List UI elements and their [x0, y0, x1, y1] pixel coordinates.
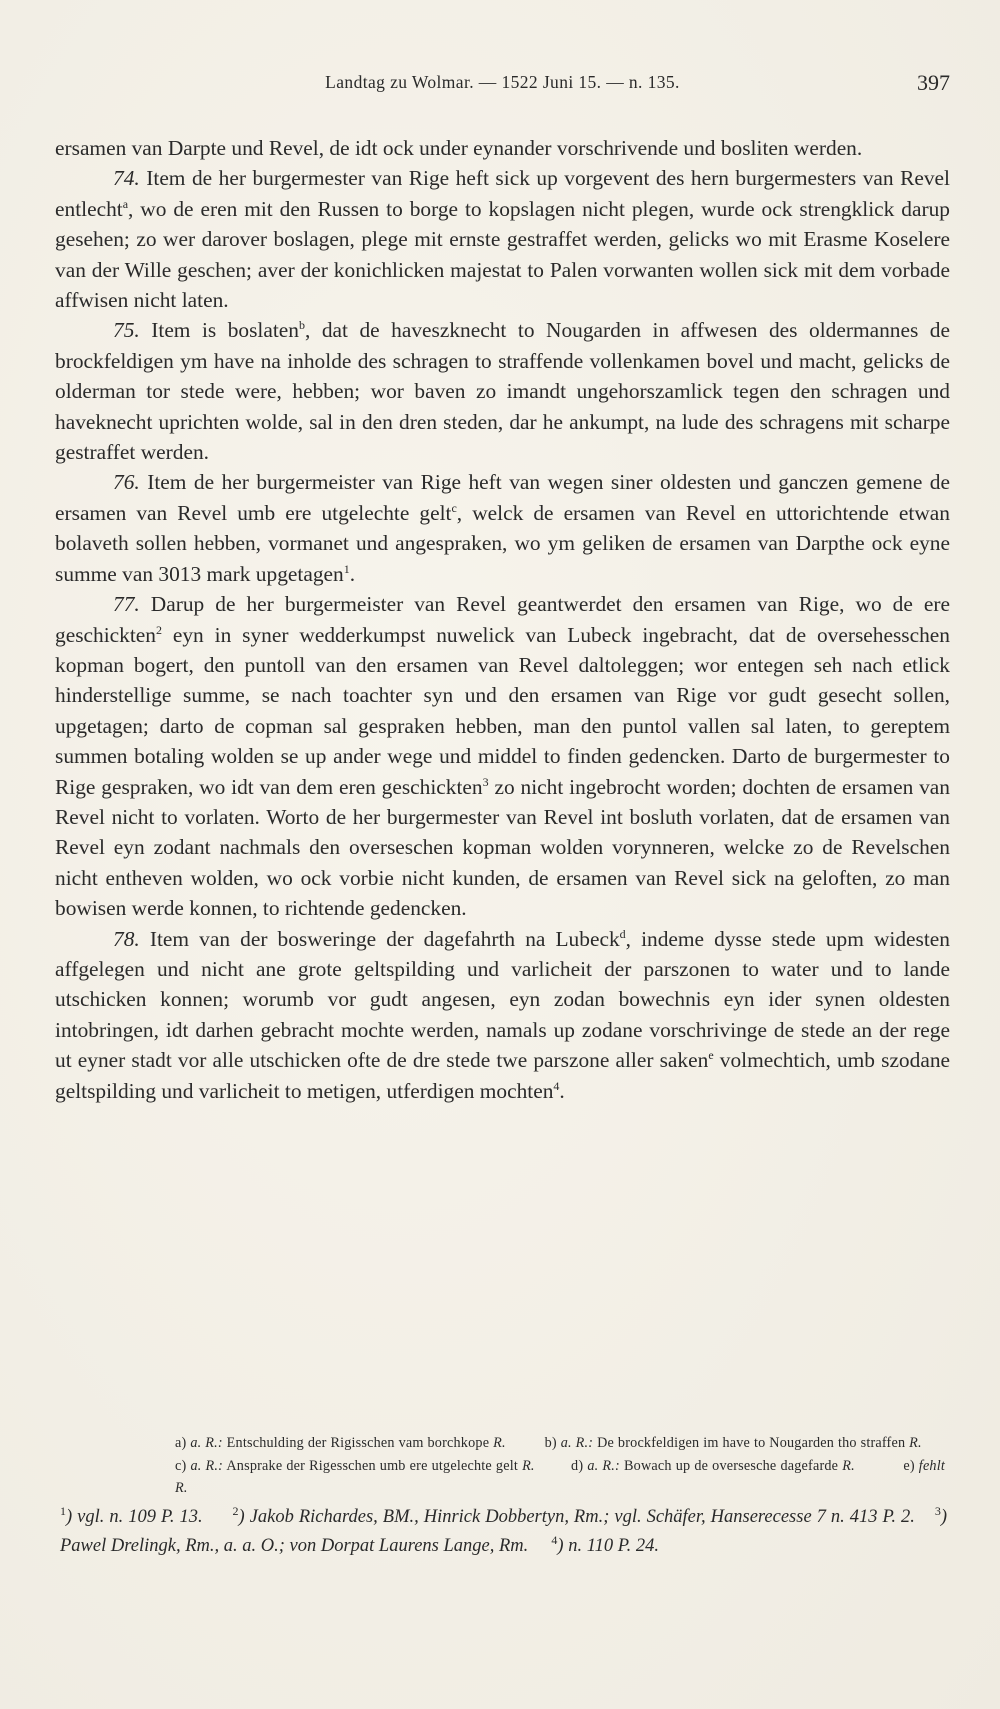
footnote-marker: a — [122, 196, 129, 211]
paragraph-74: 74. Item de her burgermester van Rige heft sick up vorgevent des hern burgermesters van Revel entlecht$^a$, wo de eren mit den Russen to borge to kopslagen nicht plegen, wurde ock strengklick darup gesehen; zo wer darover boslagen, plege mit ernste gestraffet werden, gelicks wo mit Erasme Koselere van der Wille geschen; aver der konichlicken majestat to Palen vorwanten wollen sick mit dem vorbade affwisen nicht laten. — [55, 166, 950, 313]
item-number: 74. — [113, 166, 140, 191]
note-1: $^1$) vgl. n. 109 P. 13. — [60, 1503, 203, 1527]
footnote-marker: b — [299, 318, 305, 333]
note-2: $^2$) Jakob Richardes, BM., Hinrick Dobbertyn, Rm.; vgl. Schäfer, Hanserecesse 7 n. 413 P. 2. — [232, 1503, 915, 1527]
paragraph-continuation: ersamen van Darpte und Revel, de idt ock under eynander vorschrivende und bosliten werden. — [55, 136, 863, 160]
item-number: 76. — [113, 470, 140, 495]
paragraph-76: 76. Item de her burgermeister van Rige heft van wegen siner oldesten und ganczen gemene de ersamen van Revel umb ere utgelechte gelt$^c$, welck de ersamen van Revel en uttorichtende etwan bolaveth sollen hebben, vormanet und angespraken, wo ym geliken de ersamen van Darpthe ock eyne summe van 3013 mark upgetagen$^1$. — [55, 470, 950, 586]
note-4: $^4$) n. 110 P. 24. — [551, 1532, 659, 1556]
paragraph-75: 75. Item is boslaten$^b$, dat de haveszknecht to Nougarden in affwesen des oldermannes de brockfeldigen ym have na inholde des schragen to straffende vollenkamen bovel und macht, gelicks de olderman tor stede were, hebben; wor baven zo imandt ungehorszamlick tegen den schragen und haveknecht uprichten wolde, sal in den dren steden, dar he ankumpt, na lude des schragens mit scharpe gestraffet werden. — [55, 318, 950, 465]
note-3: $^3$) Pawel Drelingk, Rm., a. a. O.; von Dorpat Laurens Lange, Rm. — [60, 1503, 947, 1556]
note-a: a) a. R.: Entschulding der Rigisschen vam borchkope R. — [175, 1435, 506, 1451]
paragraph-77: 77. Darup de her burgermeister van Revel geantwerdet den ersamen van Rige, wo de ere geschickten$^2$ eyn in syner wedderkumpst nuwelick van Lubeck ingebracht, dat de oversehesschen kopman bogert, den puntoll van den ersamen van Revel daltoleggen; wor entegen seh nach etlick hinderstellige summe, se nach toachter syn und den ersamen van Rige vor gudt gesecht sollen, upgetagen; darto de copman sal gespraken hebben, man den puntol vallen sal laten, to gereptem summen botaling wolden se up ander wege und middel to finden gedencken. Darto de burgermester to Rige gespraken, wo idt van dem eren geschickten$^3$ zo nicht ingebrocht worden; dochten de ersamen van Revel nicht to vorlaten. Worto de her burgermester van Revel int bosluth vorlaten, dat de ersamen van Revel eyn zodant nachmals den overseschen kopman wolden vorynneren, welcke zo de Revelschen nicht entheven wolden, wo ock vorbie nicht kunden, de ersamen van Revel sick na geloften, zo man bowisen werde konnen, to richtende gedencken. — [55, 592, 950, 921]
page-number: 397 — [917, 70, 950, 95]
note-c: c) a. R.: Ansprake der Rigesschen umb ere utgelechte gelt R. — [175, 1457, 535, 1474]
paragraph-78: 78. Item van der bosweringe der dagefahrth na Lubeck$^d$, indeme dysse stede upm widesten affgelegen und nicht ane grote geltspilding und varlicheit der parszonen to water und to lande utschicken konnen; worumb vor gudt angesen, eyn zodan bowechnis eyn ider synen oldesten intobringen, idt darhen gebracht mochte werden, namals up zodane vorschrivinge de stede an der rege ut eyner stadt vor alle utschicken ofte de dre stede twe parszone aller saken$^e$ volmechtich, umb szodane geltspilding und varlicheit to metigen, utferdigen mochten$^4$. — [55, 926, 951, 1103]
footnote-marker: d — [619, 926, 626, 941]
footnote-marker: e — [708, 1048, 714, 1063]
page-header — [55, 70, 950, 104]
footnote-marker: 4 — [553, 1078, 560, 1093]
note-b: b) a. R.: De brockfeldigen im have to Nougarden tho straffen R. — [544, 1435, 922, 1451]
main-text — [55, 133, 950, 1106]
running-head: Landtag zu Wolmar. — 1522 Juni 15. — n. 135. — [325, 72, 680, 92]
note-d: d) a. R.: Bowach up de oversesche dagefarde R. — [571, 1457, 855, 1474]
textual-notes-block — [175, 1432, 945, 1500]
note-e: e) fehlt R. — [175, 1457, 946, 1496]
item-number: 75. — [113, 318, 140, 343]
footnote-marker: 2 — [155, 622, 162, 637]
item-number: 77. — [113, 592, 140, 617]
footnote-marker: 3 — [482, 774, 489, 789]
footnote-marker: c — [451, 500, 457, 515]
commentary-notes-block — [60, 1503, 947, 1561]
item-number: 78. — [113, 926, 140, 951]
commentary-notes — [60, 1503, 947, 1561]
textual-notes — [175, 1432, 945, 1500]
footnote-marker: 1 — [343, 561, 350, 576]
